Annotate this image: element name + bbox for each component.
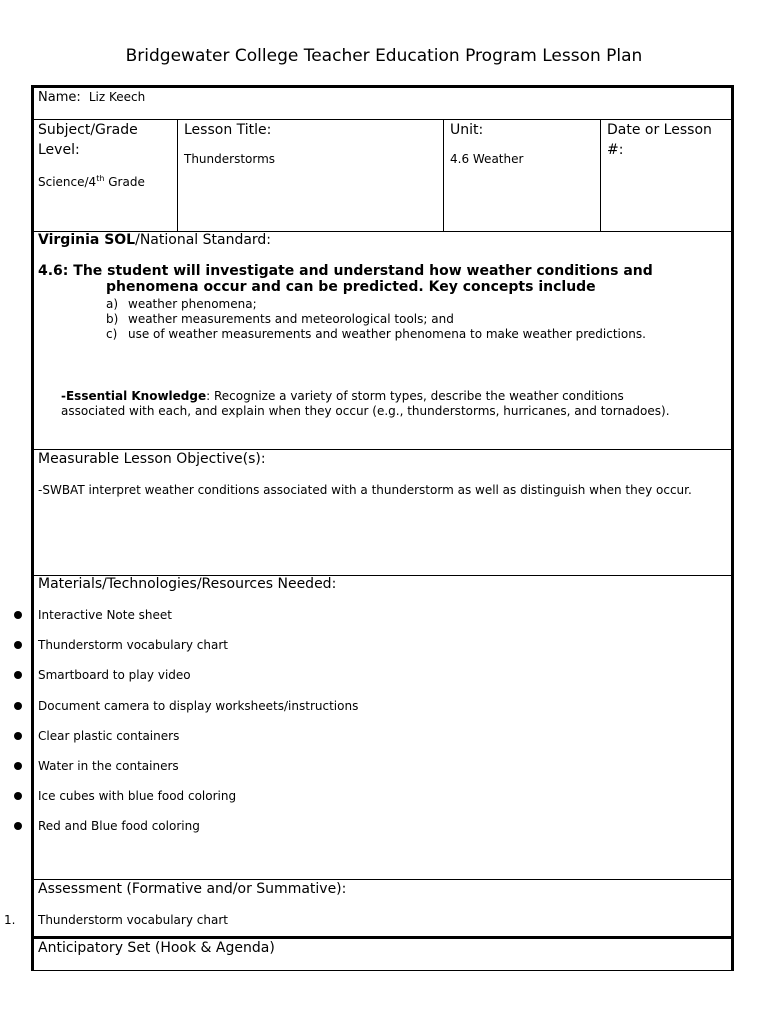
sol-item-text: weather phenomena; <box>128 297 257 311</box>
material-item: Document camera to display worksheets/instructions <box>38 698 359 713</box>
bullet-icon <box>14 702 22 710</box>
bullet-icon <box>14 611 22 619</box>
sol-label-rest: /National Standard: <box>135 232 272 248</box>
unit-label: Unit: <box>450 122 484 138</box>
subject-value <box>38 171 145 190</box>
subject-label-line2: Level: <box>38 142 80 158</box>
material-item: Thunderstorm vocabulary chart <box>38 638 228 653</box>
sol-label-bold: Virginia SOL <box>38 232 136 248</box>
name-value: Liz Keech <box>88 90 146 104</box>
date-label <box>607 120 712 160</box>
standard-line1: 4.6: The student will investigate and understand how weather conditions and <box>38 263 653 279</box>
materials-label: Materials/Technologies/Resources Needed: <box>38 576 337 592</box>
subject-value-sup: th <box>96 174 105 183</box>
standard-line2: phenomena occur and can be predicted. Key concepts include <box>106 279 596 295</box>
material-item: Smartboard to play video <box>38 668 191 683</box>
essential-knowledge-text: : Recognize a variety of storm types, describe the weather conditions <box>206 389 624 403</box>
bullet-icon <box>14 822 22 830</box>
name-label: Name: <box>38 90 81 105</box>
unit-value: 4.6 Weather <box>450 152 524 166</box>
objective-label: Measurable Lesson Objective(s): <box>38 451 266 467</box>
material-item: Red and Blue food coloring <box>38 819 200 834</box>
assessment-label: Assessment (Formative and/or Summative): <box>38 881 347 897</box>
assessment-item-marker: 1. <box>4 913 16 927</box>
material-item: Water in the containers <box>38 759 179 773</box>
essential-knowledge-line1 <box>61 388 624 404</box>
date-label-line2: #: <box>607 142 624 158</box>
bullet-icon <box>14 671 22 679</box>
objective-text: -SWBAT interpret weather conditions associated with a thunderstorm as well as distinguish when they occur. <box>38 483 692 497</box>
sol-item-text: weather measurements and meteorological tools; and <box>128 312 454 326</box>
document-title: Bridgewater College Teacher Education Program Lesson Plan <box>125 46 643 66</box>
material-item: Ice cubes with blue food coloring <box>38 789 237 804</box>
name-row <box>38 89 145 106</box>
anticipatory-label: Anticipatory Set (Hook & Agenda) <box>38 940 275 956</box>
essential-knowledge-bold: -Essential Knowledge <box>61 389 207 403</box>
subject-label-line1: Subject/Grade <box>38 122 138 138</box>
sol-item-marker: a) <box>106 297 119 311</box>
lesson-plan-table <box>31 85 734 939</box>
assessment-item: Thunderstorm vocabulary chart <box>38 913 228 927</box>
sol-item-marker: b) <box>106 312 119 326</box>
subject-value-text: Science/4 <box>38 175 97 189</box>
column-divider <box>443 119 444 231</box>
column-divider <box>600 119 601 231</box>
sol-item-marker: c) <box>106 327 118 341</box>
sol-label <box>38 231 271 249</box>
subject-value-suffix: Grade <box>104 175 145 189</box>
essential-knowledge-line2: associated with each, and explain when they occur (e.g., thunderstorms, hurricanes, and tornadoes). <box>61 404 670 418</box>
bullet-icon <box>14 732 22 740</box>
material-item: Clear plastic containers <box>38 728 180 743</box>
bullet-icon <box>14 792 22 800</box>
subject-label <box>38 120 138 160</box>
bullet-icon <box>14 641 22 649</box>
material-item: Interactive Note sheet <box>38 608 173 622</box>
date-label-line1: Date or Lesson <box>607 122 712 138</box>
lesson-title-value: Thunderstorms <box>184 152 276 166</box>
column-divider <box>177 119 178 231</box>
sol-item-text: use of weather measurements and weather phenomena to make weather predictions. <box>128 327 646 341</box>
bullet-icon <box>14 762 22 770</box>
lesson-title-label: Lesson Title: <box>184 122 272 138</box>
